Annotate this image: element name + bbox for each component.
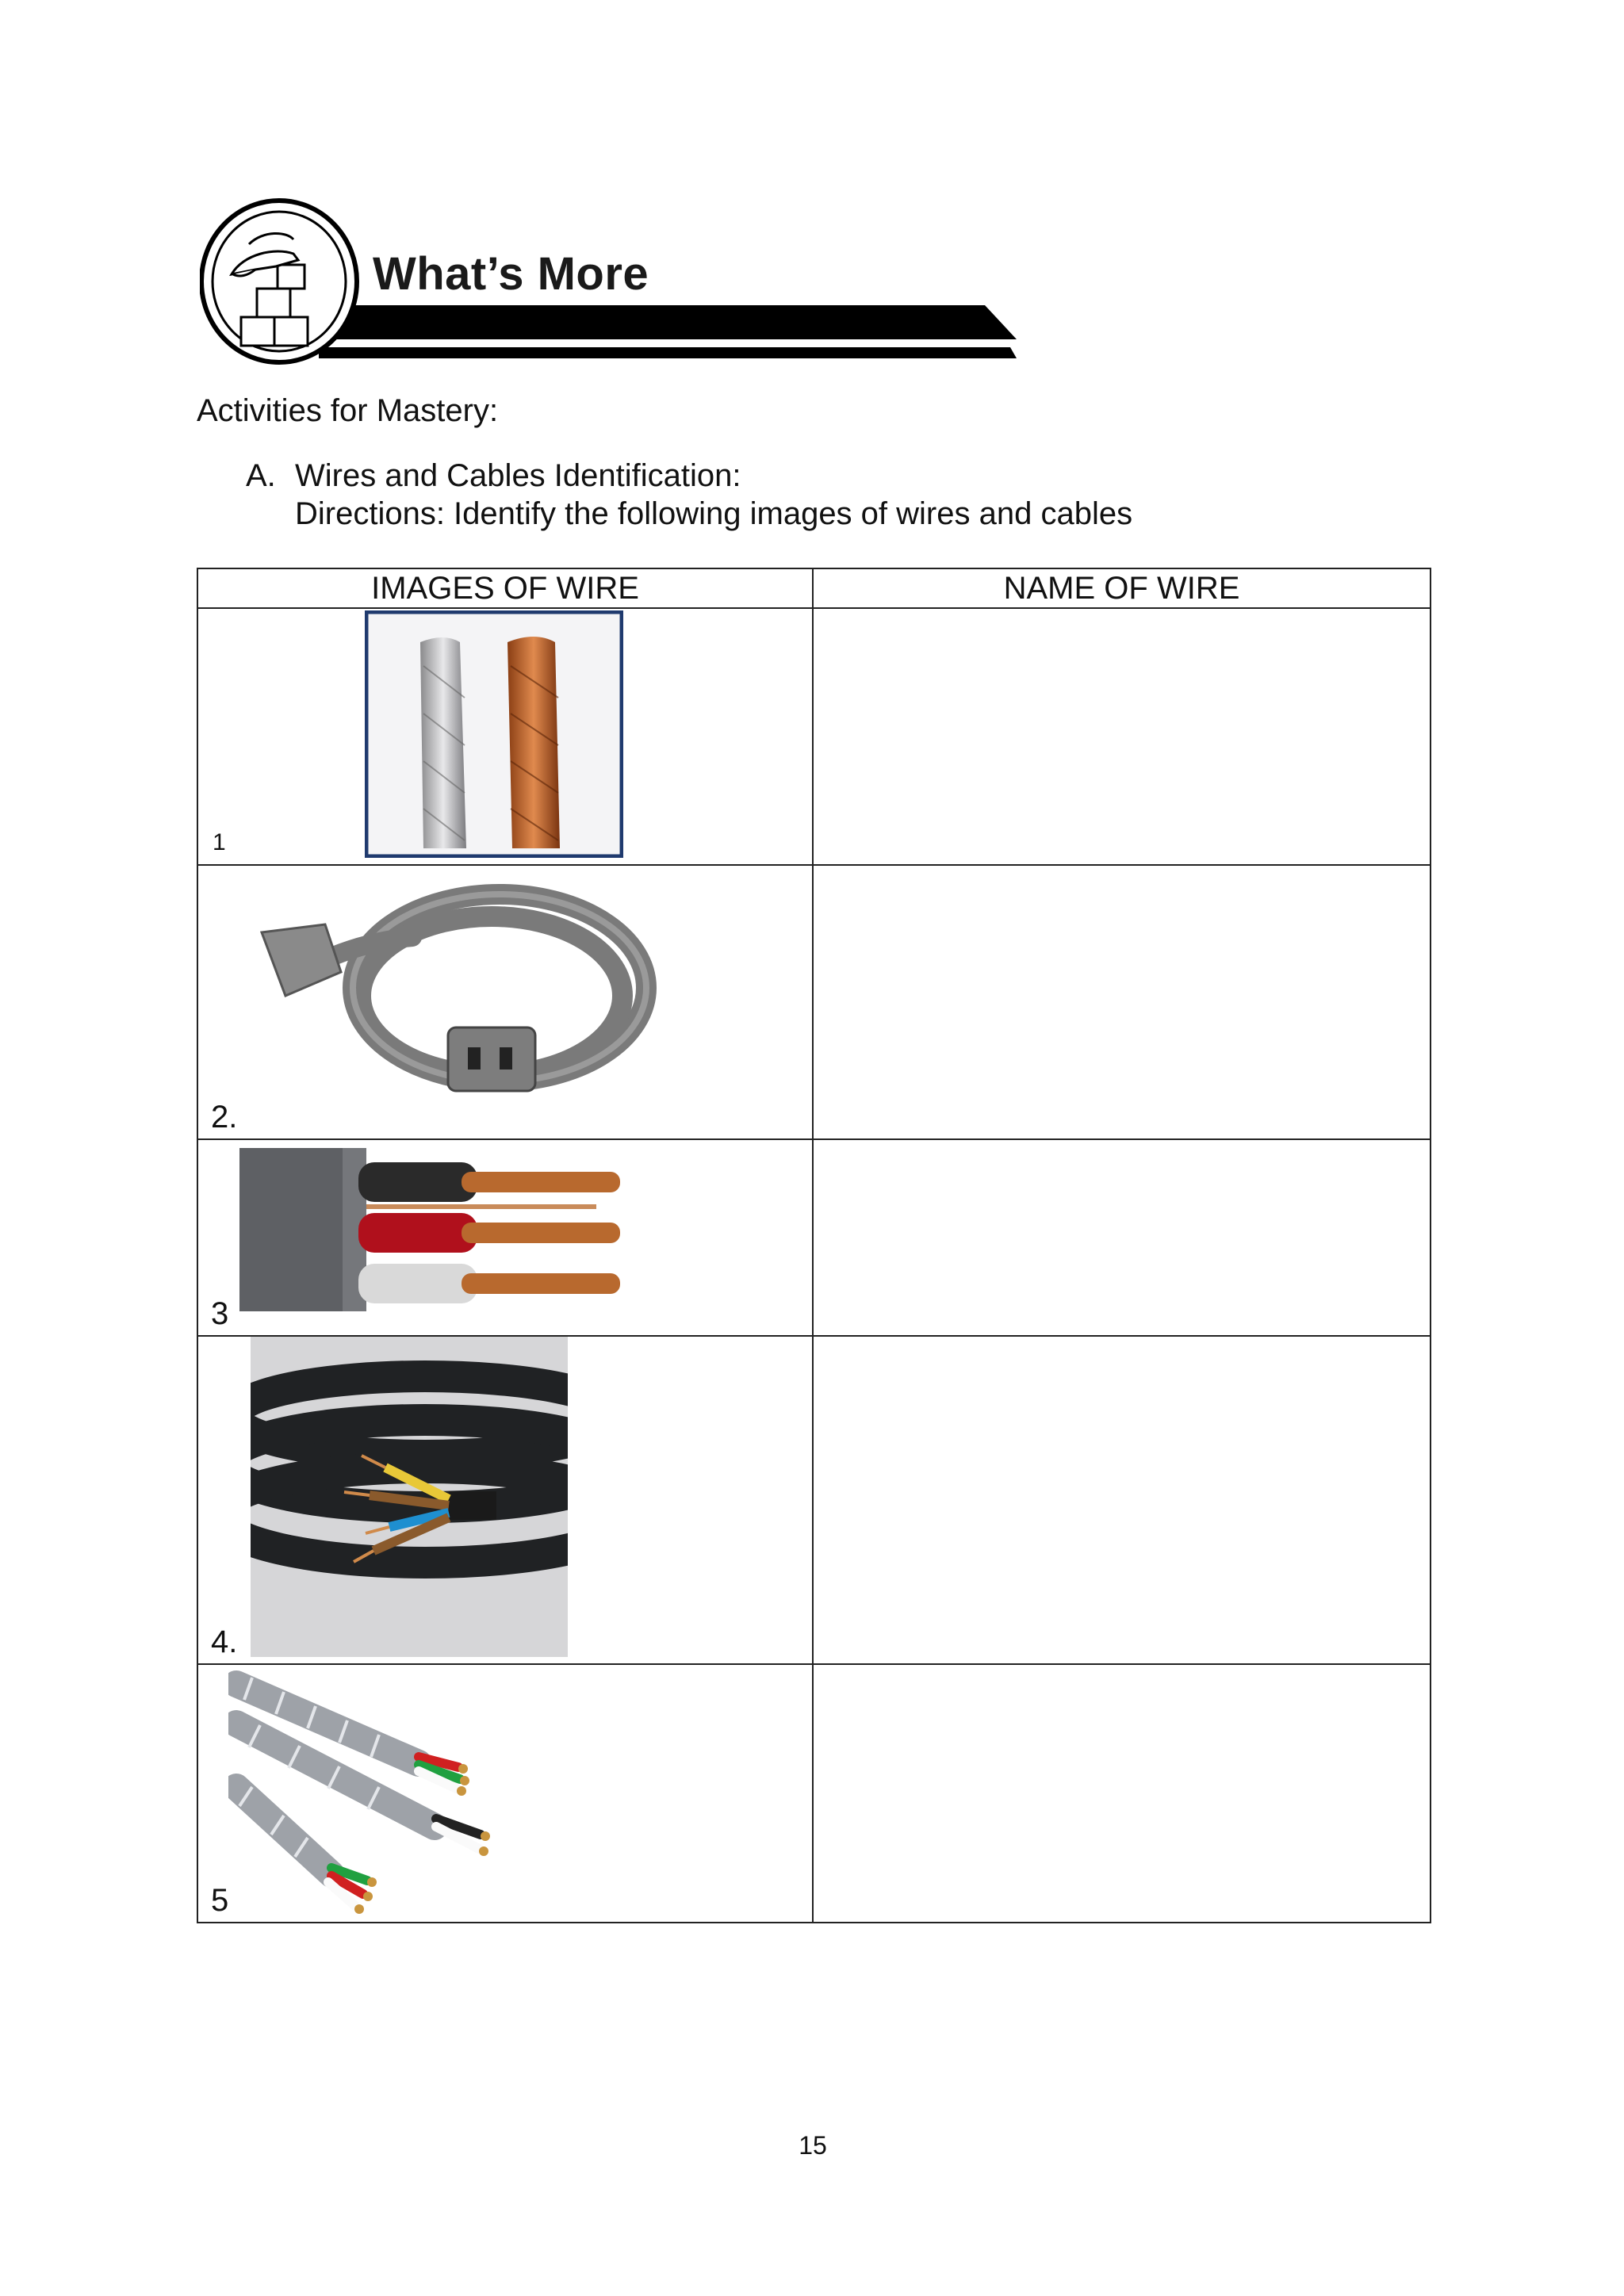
section-heading: Activities for Mastery:	[197, 393, 499, 428]
table-row	[197, 865, 1431, 1139]
page-number: 15	[799, 2131, 827, 2160]
activity-letter: A.	[246, 458, 276, 493]
row-number: 4.	[211, 1624, 238, 1659]
table-row	[197, 1336, 1431, 1664]
armored-cable-image	[228, 1668, 498, 1922]
row-number: 5	[211, 1883, 229, 1918]
activity-title-line	[246, 457, 1132, 495]
wire-image-cell	[197, 1139, 813, 1336]
wire-image-cell	[197, 865, 813, 1139]
activity-block	[246, 457, 1132, 533]
row-number: 3	[211, 1296, 229, 1331]
table-row	[197, 608, 1431, 865]
column-header-images: IMAGES OF WIRE	[197, 568, 813, 608]
row-number: 2.	[211, 1100, 238, 1135]
flexible-cord-image	[251, 1337, 568, 1657]
wire-name-cell[interactable]	[813, 1336, 1431, 1664]
table-header-row	[197, 568, 1431, 608]
wire-name-cell[interactable]	[813, 865, 1431, 1139]
nm-cable-image	[239, 1148, 636, 1314]
table-row	[197, 1139, 1431, 1336]
wire-name-cell[interactable]	[813, 1139, 1431, 1336]
wire-image-cell	[197, 1336, 813, 1664]
table-row	[197, 1664, 1431, 1923]
wire-name-cell[interactable]	[813, 608, 1431, 865]
activity-directions: Directions: Identify the following images of wires and cables	[295, 496, 1133, 531]
appliance-cord-image	[238, 869, 666, 1131]
bare-stranded-wire-image	[365, 610, 623, 858]
column-header-names: NAME OF WIRE	[813, 568, 1431, 608]
wire-name-cell[interactable]	[813, 1664, 1431, 1923]
wire-image-cell	[197, 608, 813, 865]
wire-image-cell	[197, 1664, 813, 1923]
activity-title: Wires and Cables Identification:	[295, 458, 741, 493]
wire-identification-table	[197, 568, 1431, 1923]
banner-title: What’s More	[373, 248, 649, 300]
row-number: 1	[213, 829, 226, 855]
